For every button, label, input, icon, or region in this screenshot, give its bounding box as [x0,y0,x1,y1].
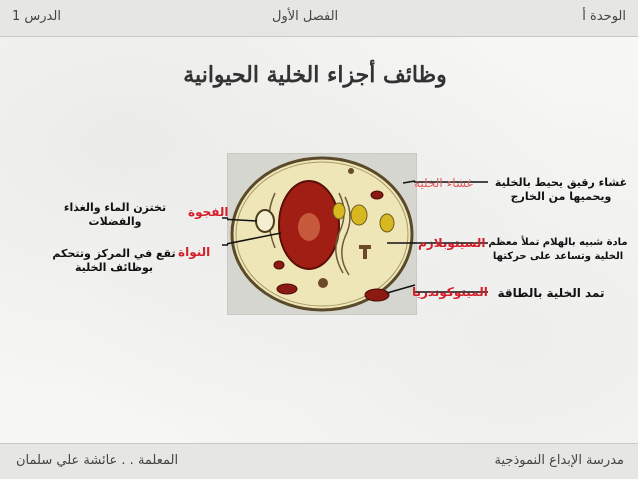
school-name: مدرسة الإبداع النموذجية [494,453,624,468]
slide-title: وظائف أجزاء الخلية الحيوانية [183,62,447,88]
nucleus-desc-line2: بوظائف الخلية [74,261,154,274]
cytoplasm-desc-line2: الخلية وتساعد على حركتها [492,251,624,262]
cytoplasm-label: السيتوبلازم [418,236,486,250]
footer-bar [0,443,638,479]
vacuole-label: الفجوة [188,205,229,219]
vacuole-desc-line2: والفضلات [88,215,142,228]
membrane-description [494,176,628,204]
nucleus-label: النواة [178,245,211,259]
animal-cell-image [227,153,417,315]
membrane-desc-line1: غشاء رقيق يحيط بالخلية [494,176,628,189]
vacuole-description [56,201,174,229]
mitochondria-label: الميتوكوندريا [412,285,488,299]
cytoplasm-desc-line1: مادة شبيه بالهلام تملأ معظم [488,237,628,248]
teacher-name: المعلمة . . عائشة علي سلمان [16,453,179,468]
header-bar [0,0,638,37]
cytoplasm-description [488,236,628,264]
nucleus-desc-line1: تقع في المركز وتتحكم [52,247,176,260]
vacuole-desc-line1: تختزن الماء والغذاء [63,201,167,214]
membrane-desc-line2: ويحميها من الخارج [510,190,612,203]
nucleus-description [52,247,176,275]
lesson-label: الدرس 1 [12,9,61,24]
chapter-label: الفصل الأول [272,9,339,24]
membrane-label: غشاء الخلية [414,176,473,190]
mitochondria-description: تمد الخلية بالطاقة [497,286,605,300]
unit-label: الوحدة أ [582,9,626,24]
